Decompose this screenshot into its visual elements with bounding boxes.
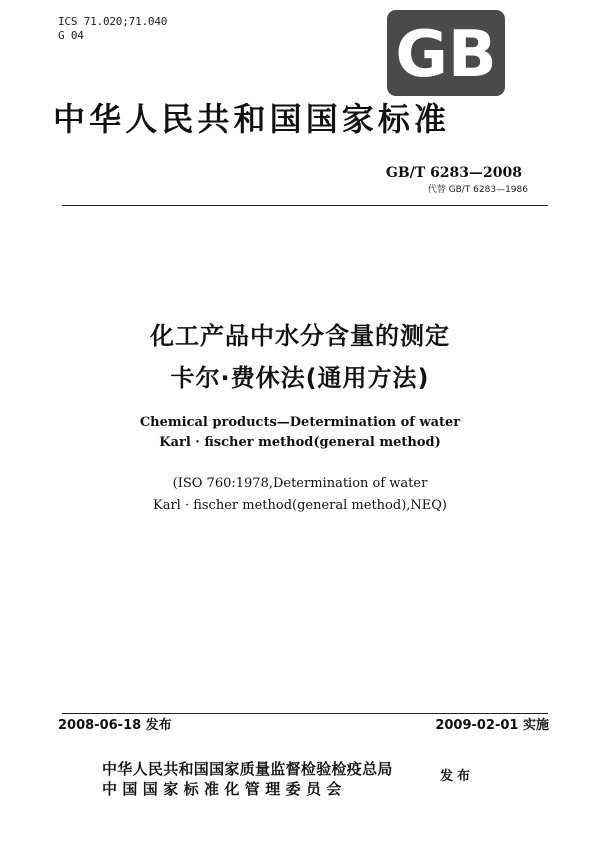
issuer-line-1: 中华人民共和国国家质量监督检验检疫总局: [102, 760, 393, 778]
chinese-title-line-1: 化工产品中水分含量的测定: [150, 322, 450, 350]
issuer-line-2: 中国国家标准化管理委员会: [102, 780, 347, 798]
publish-date: 2008-06-18 发布: [58, 718, 172, 733]
bottom-divider: [62, 713, 548, 714]
implement-date: 2009-02-01 实施: [435, 718, 549, 733]
reference-line-1: (ISO 760:1978,Determination of water: [172, 476, 428, 491]
gb-logo-text: GB: [395, 18, 497, 92]
standard-number: GB/T 6283—2008: [385, 165, 522, 181]
reference-line-2: Karl · fischer method(general method),NEQ): [152, 498, 447, 513]
standard-replacement: 代替 GB/T 6283—1986: [427, 185, 528, 195]
top-divider: [62, 205, 548, 206]
chinese-title-line-2: 卡尔·费休法(通用方法): [170, 364, 430, 392]
english-title-line-1: Chemical products—Determination of water: [139, 415, 461, 430]
document-main-title: 中华人民共和国国家标准: [53, 100, 451, 138]
classification-block: [58, 15, 167, 43]
english-title-line-2: Karl · fischer method(general method): [159, 435, 441, 450]
ics-code: ICS 71.020;71.040: [58, 15, 168, 28]
class-code: G 04: [58, 29, 84, 42]
issuer-publish-label: 发布: [440, 769, 475, 784]
gb-logo: [387, 10, 505, 96]
